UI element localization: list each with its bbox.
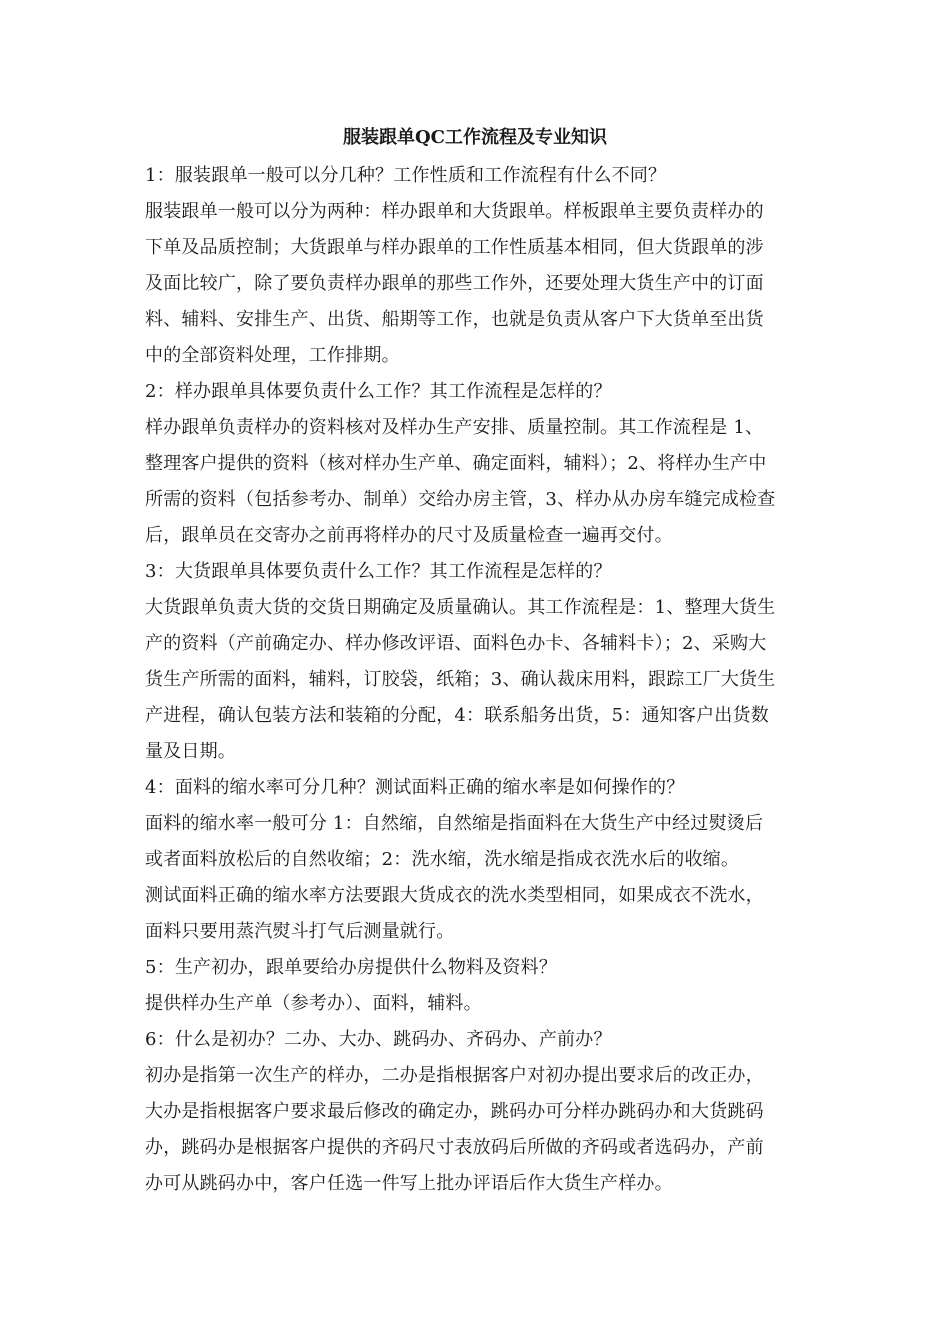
paragraph-line: 产的资料（产前确定办、样办修改评语、面料色办卡、各辅料卡）；2、采购大 bbox=[145, 633, 767, 654]
question-4: 4：面料的缩水率可分几种？测试面料正确的缩水率是如何操作的？ bbox=[145, 777, 685, 798]
paragraph-line: 后，跟单员在交寄办之前再将样办的尺寸及质量检查一遍再交付。 bbox=[145, 525, 673, 546]
paragraph-line: 大办是指根据客户要求最后修改的确定办，跳码办可分样办跳码办和大货跳码 bbox=[145, 1101, 764, 1122]
paragraph-line: 大货跟单负责大货的交货日期确定及质量确认。其工作流程是：1、整理大货生 bbox=[145, 597, 776, 618]
paragraph-line: 货生产所需的面料，辅料，订胶袋，纸箱；3、确认裁床用料，跟踪工厂大货生 bbox=[145, 669, 776, 690]
paragraph-line: 下单及品质控制；大货跟单与样办跟单的工作性质基本相同，但大货跟单的涉 bbox=[145, 237, 764, 258]
paragraph-line: 量及日期。 bbox=[145, 741, 236, 762]
paragraph-line: 料、辅料、安排生产、出货、船期等工作，也就是负责从客户下大货单至出货 bbox=[145, 309, 764, 330]
paragraph-line: 产进程，确认包装方法和装箱的分配，4：联系船务出货，5：通知客户出货数 bbox=[145, 705, 769, 726]
document-title: 服装跟单QC工作流程及专业知识 bbox=[342, 127, 607, 148]
paragraph-line: 办可从跳码办中，客户任选一件写上批办评语后作大货生产样办。 bbox=[145, 1173, 673, 1194]
question-2: 2：样办跟单具体要负责什么工作？其工作流程是怎样的？ bbox=[145, 381, 612, 402]
paragraph-line: 服装跟单一般可以分为两种：样办跟单和大货跟单。样板跟单主要负责样办的 bbox=[145, 201, 764, 222]
question-6: 6：什么是初办？二办、大办、跳码办、齐码办、产前办？ bbox=[145, 1029, 612, 1050]
paragraph-line: 面料只要用蒸汽熨斗打气后测量就行。 bbox=[145, 921, 455, 942]
paragraph-line: 所需的资料（包括参考办、制单）交给办房主管，3、样办从办房车缝完成检查 bbox=[145, 489, 776, 510]
question-3: 3：大货跟单具体要负责什么工作？其工作流程是怎样的？ bbox=[145, 561, 612, 582]
paragraph-line: 中的全部资料处理，工作排期。 bbox=[145, 345, 400, 366]
paragraph-line: 及面比较广，除了要负责样办跟单的那些工作外，还要处理大货生产中的订面 bbox=[145, 273, 764, 294]
paragraph-line: 初办是指第一次生产的样办，二办是指根据客户对初办提出要求后的改正办， bbox=[145, 1065, 764, 1086]
question-1: 1：服装跟单一般可以分几种？工作性质和工作流程有什么不同？ bbox=[145, 165, 667, 186]
question-5: 5：生产初办，跟单要给办房提供什么物料及资料？ bbox=[145, 957, 558, 978]
paragraph-line: 办，跳码办是根据客户提供的齐码尺寸表放码后所做的齐码或者选码办，产前 bbox=[145, 1137, 764, 1158]
paragraph-line: 测试面料正确的缩水率方法要跟大货成衣的洗水类型相同，如果成衣不洗水， bbox=[145, 885, 764, 906]
paragraph-line: 样办跟单负责样办的资料核对及样办生产安排、质量控制。其工作流程是 1、 bbox=[145, 417, 764, 438]
paragraph-line: 面料的缩水率一般可分 1：自然缩，自然缩是指面料在大货生产中经过熨烫后 bbox=[145, 813, 764, 834]
document-body bbox=[145, 158, 815, 1202]
paragraph-line: 整理客户提供的资料（核对样办生产单、确定面料，辅料）；2、将样办生产中 bbox=[145, 453, 767, 474]
paragraph-line: 或者面料放松后的自然收缩；2：洗水缩，洗水缩是指成衣洗水后的收缩。 bbox=[145, 849, 740, 870]
paragraph-line: 提供样办生产单（参考办）、面料，辅料。 bbox=[145, 993, 482, 1014]
